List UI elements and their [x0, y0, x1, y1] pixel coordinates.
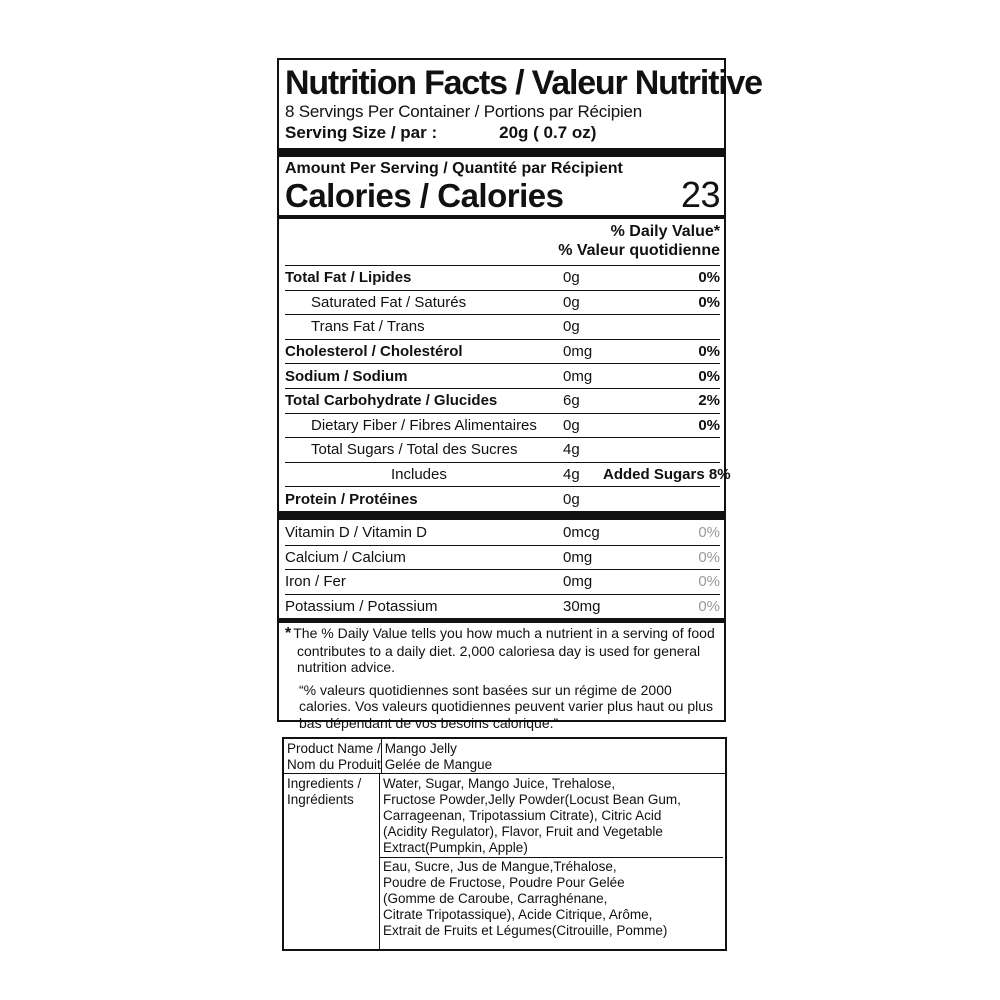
vitamin-amount: 0mcg [563, 523, 600, 541]
vitamin-row-iron [285, 569, 720, 594]
vitamin-row-d [285, 520, 720, 545]
nutrient-amount: 0g [563, 318, 580, 336]
ingredients-value [380, 774, 725, 950]
vitamin-dv: 0% [698, 523, 720, 541]
thick-divider [279, 148, 724, 157]
product-info-table [282, 737, 727, 951]
product-name-label-fr: Nom du Produit [287, 757, 381, 772]
nutrient-amount: 0g [563, 416, 580, 434]
product-name-label [284, 739, 382, 773]
nutrient-amount: 6g [563, 392, 580, 410]
product-name-label-en: Product Name / [287, 741, 381, 756]
nutrient-row-sugars [285, 437, 720, 462]
calories-value: 23 [680, 174, 720, 215]
nutrient-label: Cholesterol / Cholestérol [285, 343, 463, 361]
vitamin-label: Calcium / Calcium [285, 548, 406, 566]
vitamin-amount: 0mg [563, 573, 593, 591]
ingredients-en-line: (Acidity Regulator), Flavor, Fruit and Vegetable [383, 824, 663, 839]
ingredients-en-line: Extract(Pumpkin, Apple) [383, 840, 528, 855]
ingredients-row [284, 773, 725, 950]
nutrient-label: Protein / Protéines [285, 490, 418, 508]
vitamin-row-calcium [285, 545, 720, 570]
nutrition-facts-panel [277, 58, 762, 731]
ingredients-language-divider [380, 857, 723, 858]
nutrient-label: Dietary Fiber / Fibres Alimentaires [311, 416, 537, 434]
nutrient-label: Trans Fat / Trans [311, 318, 425, 336]
product-name-value [382, 739, 725, 773]
nutrient-row-total-fat [285, 265, 720, 290]
nutrient-dv: 0% [698, 269, 720, 287]
ingredients-fr-line: Extrait de Fruits et Légumes(Citrouille, Pomme) [383, 923, 668, 938]
footnote-divider [279, 618, 724, 623]
ingredients-fr-line: Poudre de Fructose, Poudre Pour Gelée [383, 875, 625, 890]
vitamin-amount: 0mg [563, 548, 593, 566]
nutrient-label: Total Sugars / Total des Sucres [311, 441, 518, 459]
footnote [285, 625, 720, 731]
vitamin-amount: 30mg [563, 598, 601, 616]
nutrient-row-cholesterol [285, 339, 720, 364]
nutrient-dv: 0% [698, 367, 720, 385]
ingredients-label [284, 774, 380, 950]
nutrient-row-saturated-fat [285, 290, 720, 315]
vitamin-dv: 0% [698, 573, 720, 591]
nutrient-amount: 0g [563, 490, 580, 508]
ingredients-fr-line: Eau, Sucre, Jus de Mangue,Tréhalose, [383, 859, 617, 874]
nutrient-label: Saturated Fat / Saturés [311, 293, 467, 311]
nutrient-amount: 0g [563, 269, 580, 287]
nutrient-dv: 0% [698, 343, 720, 361]
nutrient-dv: 2% [698, 392, 720, 410]
nutrient-row-sodium [285, 363, 720, 388]
product-name-en: Mango Jelly [384, 741, 457, 756]
nutrient-amount: 0mg [563, 367, 593, 385]
amount-per-serving: Amount Per Serving / Quantité par Récipient [285, 160, 623, 177]
nutrient-amount: 0g [563, 293, 580, 311]
daily-value-header-en: % Daily Value* [610, 223, 720, 240]
nutrient-row-fiber [285, 413, 720, 438]
vitamins-divider [279, 511, 724, 520]
vitamin-label: Potassium / Potassium [285, 598, 438, 616]
vitamin-label: Vitamin D / Vitamin D [285, 523, 427, 541]
nutrient-row-added-sugars [285, 462, 731, 487]
nutrient-amount: 4g [563, 466, 580, 484]
serving-size [285, 122, 720, 143]
nutrient-dv: 0% [698, 293, 720, 311]
ingredients-fr-line: Citrate Tripotassique), Acide Citrique, Arôme, [383, 907, 653, 922]
vitamin-dv: 0% [698, 598, 720, 616]
nutrient-dv: 0% [698, 416, 720, 434]
vitamin-label: Iron / Fer [285, 573, 346, 591]
calories-label: Calories / Calories [285, 177, 564, 214]
ingredients-en-line: Water, Sugar, Mango Juice, Trehalose, [383, 776, 616, 791]
footnote-en-paragraph [285, 625, 720, 676]
nutrient-dv: Added Sugars 8% [603, 466, 731, 484]
nutrient-row-carbohydrate [285, 388, 720, 413]
nutrient-row-trans-fat [285, 314, 720, 339]
nutrient-label: Includes [391, 466, 447, 484]
nutrition-title: Nutrition Facts / Valeur Nutritive [285, 64, 762, 102]
footnote-fr: “% valeurs quotidiennes sont basées sur un régime de 2000 calories. Vos valeurs quotidiennes peuvent varier plus haut ou plus bas dépendant de vos besoins calorique.” [299, 681, 714, 731]
ingredients-en-line: Carrageenan, Tripotassium Citrate), Citric Acid [383, 808, 662, 823]
nutrient-amount: 0mg [563, 343, 593, 361]
nutrient-label: Total Fat / Lipides [285, 269, 412, 287]
servings-per-container: 8 Servings Per Container / Portions par Récipien [285, 102, 643, 121]
ingredients-label-en: Ingredients / [287, 776, 362, 791]
product-name-row [284, 739, 725, 773]
ingredients-label-fr: Ingrédients [287, 792, 354, 807]
calories-row [285, 174, 720, 215]
ingredients-en-line: Fructose Powder,Jelly Powder(Locust Bean Gum, [383, 792, 681, 807]
nutrient-amount: 4g [563, 441, 580, 459]
product-name-fr: Gelée de Mangue [384, 757, 493, 772]
nutrient-label: Total Carbohydrate / Glucides [285, 392, 498, 410]
nutrient-row-protein [285, 486, 720, 511]
footnote-star: * [285, 625, 292, 643]
serving-size-value: 20g ( 0.7 oz) [499, 123, 597, 142]
daily-value-header-fr: % Valeur quotidienne [558, 242, 720, 259]
footnote-en: The % Daily Value tells you how much a nutrient in a serving of food contributes to a daily diet. 2,000 caloriesa day is used for general nutrition advice. [293, 625, 715, 676]
vitamin-row-potassium [285, 594, 720, 619]
daily-value-header [285, 219, 720, 265]
nutrient-label: Sodium / Sodium [285, 367, 408, 385]
serving-size-label: Serving Size / par : [285, 123, 438, 142]
vitamin-dv: 0% [698, 548, 720, 566]
ingredients-fr-line: (Gomme de Caroube, Carraghénane, [383, 891, 608, 906]
